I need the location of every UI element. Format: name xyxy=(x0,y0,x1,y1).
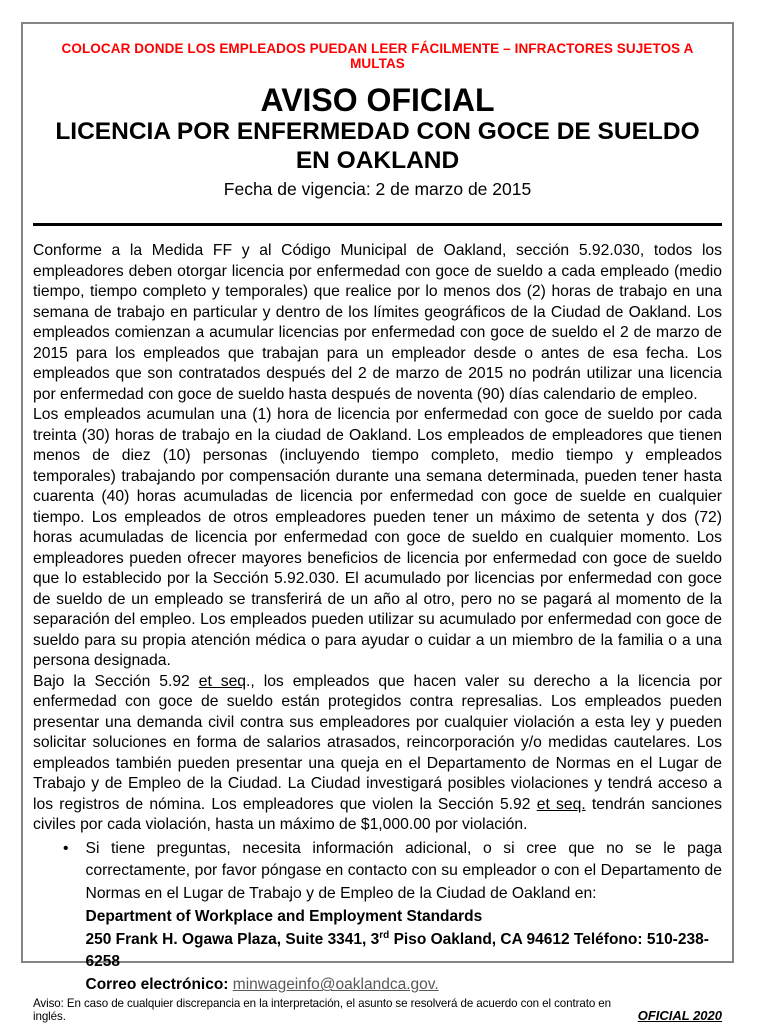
paragraph-retaliation-remedies: Bajo la Sección 5.92 et seq., los empleados que hacen valer su derecho a la licencia por enfermedad con goce de sueldo están protegidos contra represalias. Los empleados pueden presentar una demanda civil contra sus empleadores por cualquier violación a esta ley y pueden solicitar soluciones en forma de salarios atrasados, reincorporación y/o medidas cautelares. Los empleados también pueden presentar una queja en el Departamento de Normas en el Lugar de Trabajo y de Empleo de la Ciudad. La Ciudad investigará posibles violaciones y tendrá acceso a los registros de nómina. Los empleadores que violen la Sección 5.92 et seq. tendrán sanciones civiles por cada violación, hasta un máximo de $1,000.00 por violación. xyxy=(33,672,723,833)
notice-body xyxy=(33,241,722,997)
contact-email-label: Correo electrónico: xyxy=(85,976,233,994)
contact-email-line xyxy=(86,974,723,997)
contact-department-name: Department of Workplace and Employment Standards xyxy=(85,907,483,925)
bullet-text-questions: Si tiene preguntas, necesita información adicional, o si cree que no se le paga correctamente, por favor póngase en contacto con su empleador o con el Departamento de Normas en el Lugar de Trabajo y de Empleo de la Ciudad de Oakland en: xyxy=(85,839,722,903)
notice-title: AVISO OFICIAL xyxy=(260,82,495,118)
notice-footer xyxy=(33,997,722,1027)
bullet-item-contact xyxy=(33,838,722,998)
notice-frame xyxy=(21,22,734,1024)
contact-address-ordinal-suffix: rd xyxy=(379,929,390,941)
contact-address xyxy=(86,929,723,975)
email-link[interactable]: minwageinfo@oaklandca.gov. xyxy=(232,976,439,994)
bullet-icon: • xyxy=(63,839,69,857)
contact-address-part2: Piso Oakland, CA 94612 Teléfono: 510-238-6258 xyxy=(85,930,709,971)
contact-address-part1: 250 Frank H. Ogawa Plaza, Suite 3341, 3 xyxy=(85,930,380,948)
interpretation-disclaimer: Aviso: En caso de cualquier discrepancia en la interpretación, el asunto se resolverá de acuerdo con el contrato en inglés. xyxy=(33,997,611,1024)
official-2020-stamp: OFICIAL 2020 xyxy=(637,1008,722,1024)
effective-date: Fecha de vigencia: 2 de marzo de 2015 xyxy=(223,179,532,199)
paragraph-measure-ff: Conforme a la Medida FF y al Código Municipal de Oakland, sección 5.92.030, todos los empleadores deben otorgar licencia por enfermedad con goce de sueldo a cada empleado (medio tiempo, tiempo completo y temporales) que realice por lo menos dos (2) horas de trabajo en una semana de trabajo en particular y dentro de los límites geográficos de la Ciudad de Oakland. Los empleados comienzan a acumular licencias por enfermedad con goce de sueldo el 2 de marzo de 2015 para los empleados que trabajan para un empleador desde o antes de esa fecha. Los empleados que son contratados después del 2 de marzo de 2015 no podrán utilizar una licencia por enfermedad con goce de sueldo hasta después de noventa (90) días calendario de empleo. xyxy=(33,242,722,403)
bullet-content xyxy=(86,838,723,998)
notice-subtitle-line2: EN OAKLAND xyxy=(295,147,460,175)
posting-warning-text: COLOCAR DONDE LOS EMPLEADOS PUEDAN LEER FÁCILMENTE – INFRACTORES SUJETOS A MULTAS xyxy=(61,41,694,71)
divider-rule xyxy=(33,223,722,226)
paragraph-accrual-rules: Los empleados acumulan una (1) hora de licencia por enfermedad con goce de sueldo por cada treinta (30) horas de trabajo en la ciudad de Oakland. Los empleados de empleadores que tienen menos de diez (10) personas (incluyendo tiempo completo, medio tiempo y empleados temporales) trabajando por compensación durante una semana determinada, pueden tener hasta cuarenta (40) horas acumuladas de licencia por enfermedad con goce de suelde en cualquier tiempo. Los empleados de otros empleadores pueden tener un máximo de setenta y dos (72) horas acumuladas de licencia por enfermedad con goce de sueldo en cualquier momento. Los empleadores pueden ofrecer mayores beneficios de licencia por enfermedad con goce de sueldo que lo establecido por la Sección 5.92.030. El acumulado por licencias por enfermedad con goce de sueldo de un empleado se transferirá de un año al otro, pero no se pagará al momento de la separación del empleo. Los empleados pueden utilizar su acumulado por enfermedad con goce de sueldo para su propia atención médica o para ayudar o cuidar a un miembro de la familia o a una persona designada. xyxy=(33,406,722,669)
notice-subtitle-line1: LICENCIA POR ENFERMEDAD CON GOCE DE SUELDO xyxy=(55,118,700,146)
